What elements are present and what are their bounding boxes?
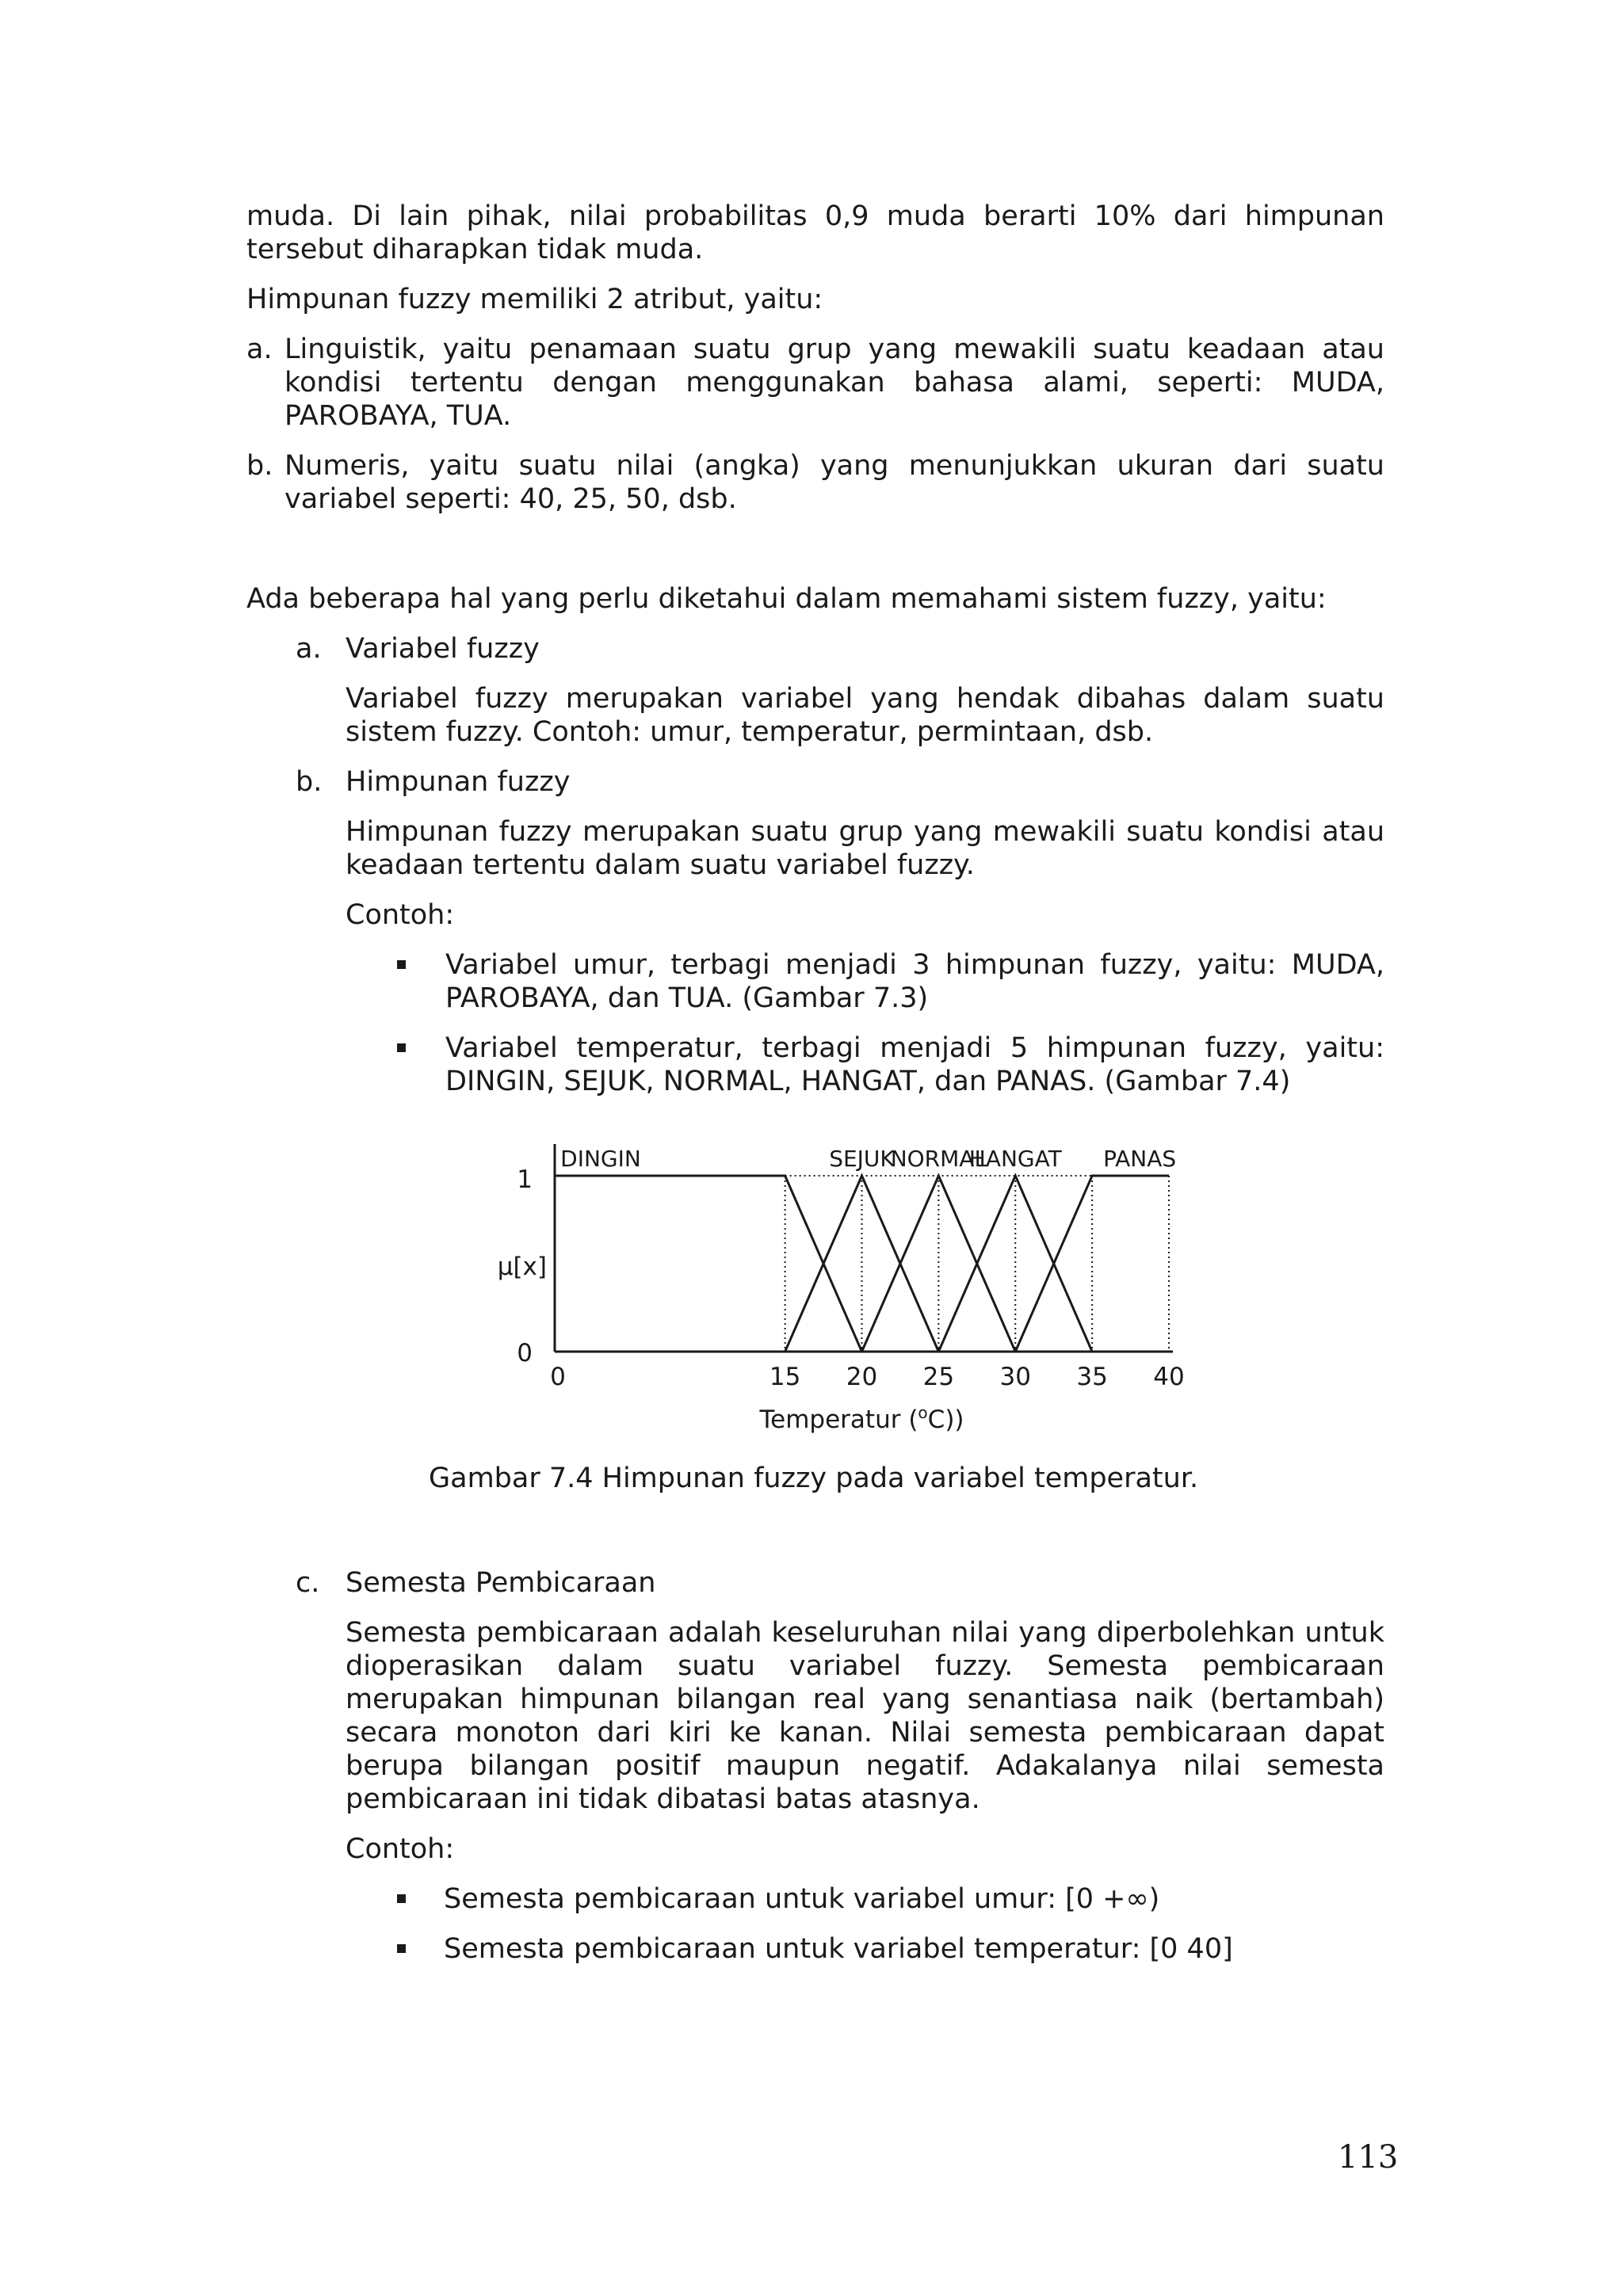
- paragraph-line: Variabel fuzzy merupakan variabel yang hendak dibahas dalam suatu: [346, 683, 1384, 715]
- bullet-item-line: Variabel temperatur, terbagi menjadi 5 himpunan fuzzy, yaitu:: [445, 1032, 1384, 1064]
- bullet-item: Semesta pembicaraan untuk variabel temperatur: [0 40]: [444, 1933, 1233, 1965]
- membership-function-chart: [475, 1125, 1205, 1458]
- figure-caption: Gambar 7.4 Himpunan fuzzy pada variabel temperatur.: [429, 1463, 1199, 1494]
- paragraph-line: Semesta pembicaraan adalah keseluruhan nilai yang diperbolehkan untuk: [346, 1617, 1384, 1649]
- paragraph: Ada beberapa hal yang perlu diketahui dalam memahami sistem fuzzy, yaitu:: [246, 583, 1327, 615]
- series-label: DINGIN: [560, 1146, 641, 1172]
- section-title: Himpunan fuzzy: [346, 766, 571, 798]
- bullet-icon: [397, 960, 406, 969]
- paragraph-line: keadaan tertentu dalam suatu variabel fuzzy.: [346, 849, 975, 881]
- x-tick-label: 40: [1153, 1363, 1185, 1391]
- section-title: Semesta Pembicaraan: [346, 1567, 656, 1599]
- series-normal: [862, 1176, 1016, 1352]
- bullet-item-line: PAROBAYA, dan TUA. (Gambar 7.3): [445, 982, 929, 1014]
- series-label: HANGAT: [968, 1146, 1062, 1172]
- paragraph-line: tersebut diharapkan tidak muda.: [246, 234, 704, 265]
- section-marker: b.: [296, 766, 323, 798]
- list-item-line: Numeris, yaitu suatu nilai (angka) yang menunjukkan ukuran dari suatu: [285, 450, 1384, 482]
- section-marker: a.: [296, 633, 322, 665]
- x-axis-label: Temperatur ($^o$C)): [759, 1403, 964, 1434]
- x-tick-label: 35: [1076, 1363, 1108, 1391]
- paragraph-line: pembicaraan ini tidak dibatasi batas atasnya.: [346, 1783, 980, 1815]
- paragraph: Himpunan fuzzy memiliki 2 atribut, yaitu:: [246, 284, 823, 315]
- bullet-item-line: Variabel umur, terbagi menjadi 3 himpunan fuzzy, yaitu: MUDA,: [445, 949, 1384, 981]
- series-hangat: [938, 1176, 1092, 1352]
- bullet-item-line: DINGIN, SEJUK, NORMAL, HANGAT, dan PANAS. (Gambar 7.4): [445, 1066, 1291, 1097]
- bullet-item: Semesta pembicaraan untuk variabel umur: [0 +∞): [444, 1883, 1160, 1915]
- paragraph-line: secara monoton dari kiri ke kanan. Nilai semesta pembicaraan dapat: [346, 1717, 1384, 1749]
- series-label: SEJUK: [829, 1146, 895, 1172]
- bullet-icon: [397, 1944, 406, 1953]
- series-label: PANAS: [1103, 1146, 1177, 1172]
- x-tick-label: 30: [999, 1363, 1031, 1391]
- x-tick-label: 0: [550, 1363, 566, 1391]
- paragraph-line: muda. Di lain pihak, nilai probabilitas 0,9 muda berarti 10% dari himpunan: [246, 200, 1384, 232]
- contoh-label: Contoh:: [346, 899, 455, 931]
- list-item-line: Linguistik, yaitu penamaan suatu grup yang mewakili suatu keadaan atau: [285, 334, 1384, 365]
- contoh-label: Contoh:: [346, 1833, 455, 1865]
- list-marker: a.: [246, 334, 273, 365]
- list-item-line: PAROBAYA, TUA.: [285, 400, 512, 432]
- y-tick-label: 0: [517, 1339, 533, 1367]
- section-marker: c.: [296, 1567, 320, 1599]
- y-tick-label: 1: [517, 1165, 533, 1194]
- list-marker: b.: [246, 450, 273, 482]
- paragraph-line: merupakan himpunan bilangan real yang senantiasa naik (bertambah): [346, 1684, 1384, 1715]
- paragraph-line: sistem fuzzy. Contoh: umur, temperatur, permintaan, dsb.: [346, 716, 1154, 748]
- x-tick-label: 20: [846, 1363, 878, 1391]
- section-title: Variabel fuzzy: [346, 633, 540, 665]
- list-item-line: kondisi tertentu dengan menggunakan bahasa alami, seperti: MUDA,: [285, 367, 1384, 399]
- list-item-line: variabel seperti: 40, 25, 50, dsb.: [285, 483, 737, 515]
- x-tick-label: 25: [922, 1363, 955, 1391]
- series-panas: [1015, 1176, 1169, 1352]
- x-tick-label: 15: [769, 1363, 801, 1391]
- y-axis-label: μ[x]: [497, 1253, 547, 1281]
- series-sejuk: [785, 1176, 939, 1352]
- series-dingin: [555, 1176, 862, 1352]
- paragraph-line: dioperasikan dalam suatu variabel fuzzy. Semesta pembicaraan: [346, 1650, 1384, 1682]
- series-label: NORMAL: [890, 1146, 987, 1172]
- bullet-icon: [397, 1894, 406, 1903]
- paragraph-line: Himpunan fuzzy merupakan suatu grup yang mewakili suatu kondisi atau: [346, 816, 1384, 848]
- paragraph-line: berupa bilangan positif maupun negatif. Adakalanya nilai semesta: [346, 1750, 1384, 1782]
- page-number: 113: [1338, 2139, 1399, 2176]
- bullet-icon: [397, 1043, 406, 1052]
